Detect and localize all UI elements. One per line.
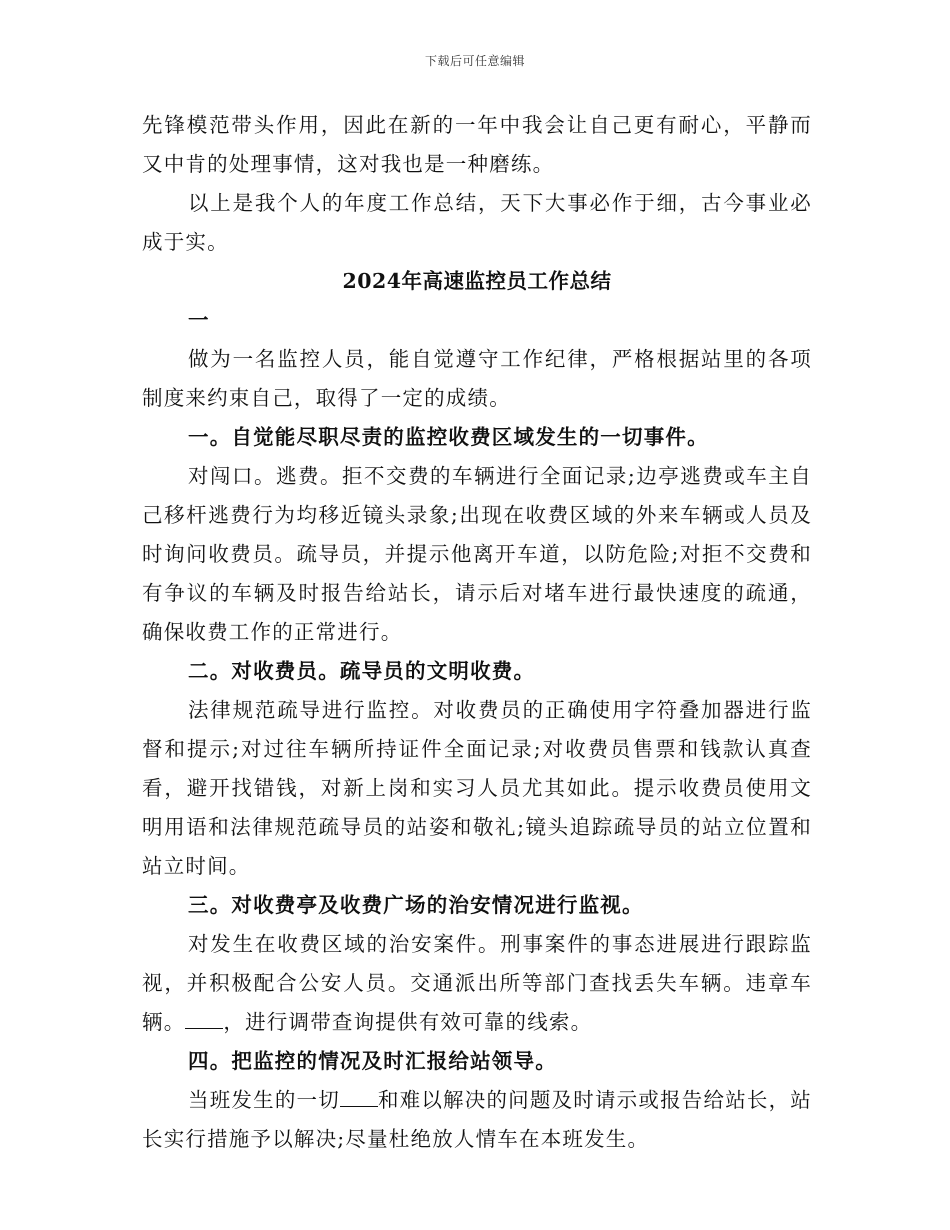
document-body [142,106,812,1159]
header-note: 下载后可任意编辑 [424,54,525,68]
heading-1: 一。自觉能尽职尽责的监控收费区域发生的一切事件。 [188,425,709,449]
paragraph-3-part-b: ，进行调带查询提供有效可靠的线索。 [223,1010,593,1034]
paragraph-3 [142,925,812,1042]
paragraph-4-part-a: 当班发生的一切 [188,1088,340,1112]
paragraph-conclusion: 以上是我个人的年度工作总结，天下大事必作于细，古今事业必成于实。 [142,191,812,254]
paragraph-4 [142,1081,812,1159]
heading-2: 二。对收费员。疏导员的文明收费。 [188,659,536,683]
paragraph-continuation: 先锋模范带头作用，因此在新的一年中我会让自己更有耐心，平静而又中肯的处理事情，这对我也是一种磨练。 [142,113,812,176]
paragraph-3-part-a: 对发生在收费区域的治安案件。刑事案件的事态进展进行跟踪监视，并积极配合公安人员。交通派出所等部门查找丢失车辆。违章车辆。 [142,932,812,1034]
heading-4: 四。把监控的情况及时汇报给站领导。 [188,1049,557,1073]
blank-underline [340,1088,378,1107]
paragraph-4-part-b: 和难以解决的问题及时请示或报告给站长，站长实行措施予以解决;尽量杜绝放人情车在本班发生。 [142,1088,813,1151]
paragraph-intro: 做为一名监控人员，能自觉遵守工作纪律，严格根据站里的各项制度来约束自己，取得了一定的成绩。 [142,347,812,410]
blank-underline [185,1010,223,1029]
document-title: 2024年高速监控员工作总结 [342,269,612,293]
paragraph-1: 对闯口。逃费。拒不交费的车辆进行全面记录;边亭逃费或车主自己移杆逃费行为均移近镜头录象;出现在收费区域的外来车辆或人员及时询问收费员。疏导员，并提示他离开车道，以防危险;对拒不交费和有争议的车辆及时报告给站长，请示后对堵车进行最快速度的疏通，确保收费工作的正常进行。 [142,464,812,644]
heading-3: 三。对收费亭及收费广场的治安情况进行监视。 [188,893,644,917]
section-mark: 一 [188,308,210,332]
paragraph-2: 法律规范疏导进行监控。对收费员的正确使用字符叠加器进行监督和提示;对过往车辆所持证件全面记录;对收费员售票和钱款认真查看，避开找错钱，对新上岗和实习人员尤其如此。提示收费员使用文明用语和法律规范疏导员的站姿和敬礼;镜头追踪疏导员的站立位置和站立时间。 [142,698,812,878]
